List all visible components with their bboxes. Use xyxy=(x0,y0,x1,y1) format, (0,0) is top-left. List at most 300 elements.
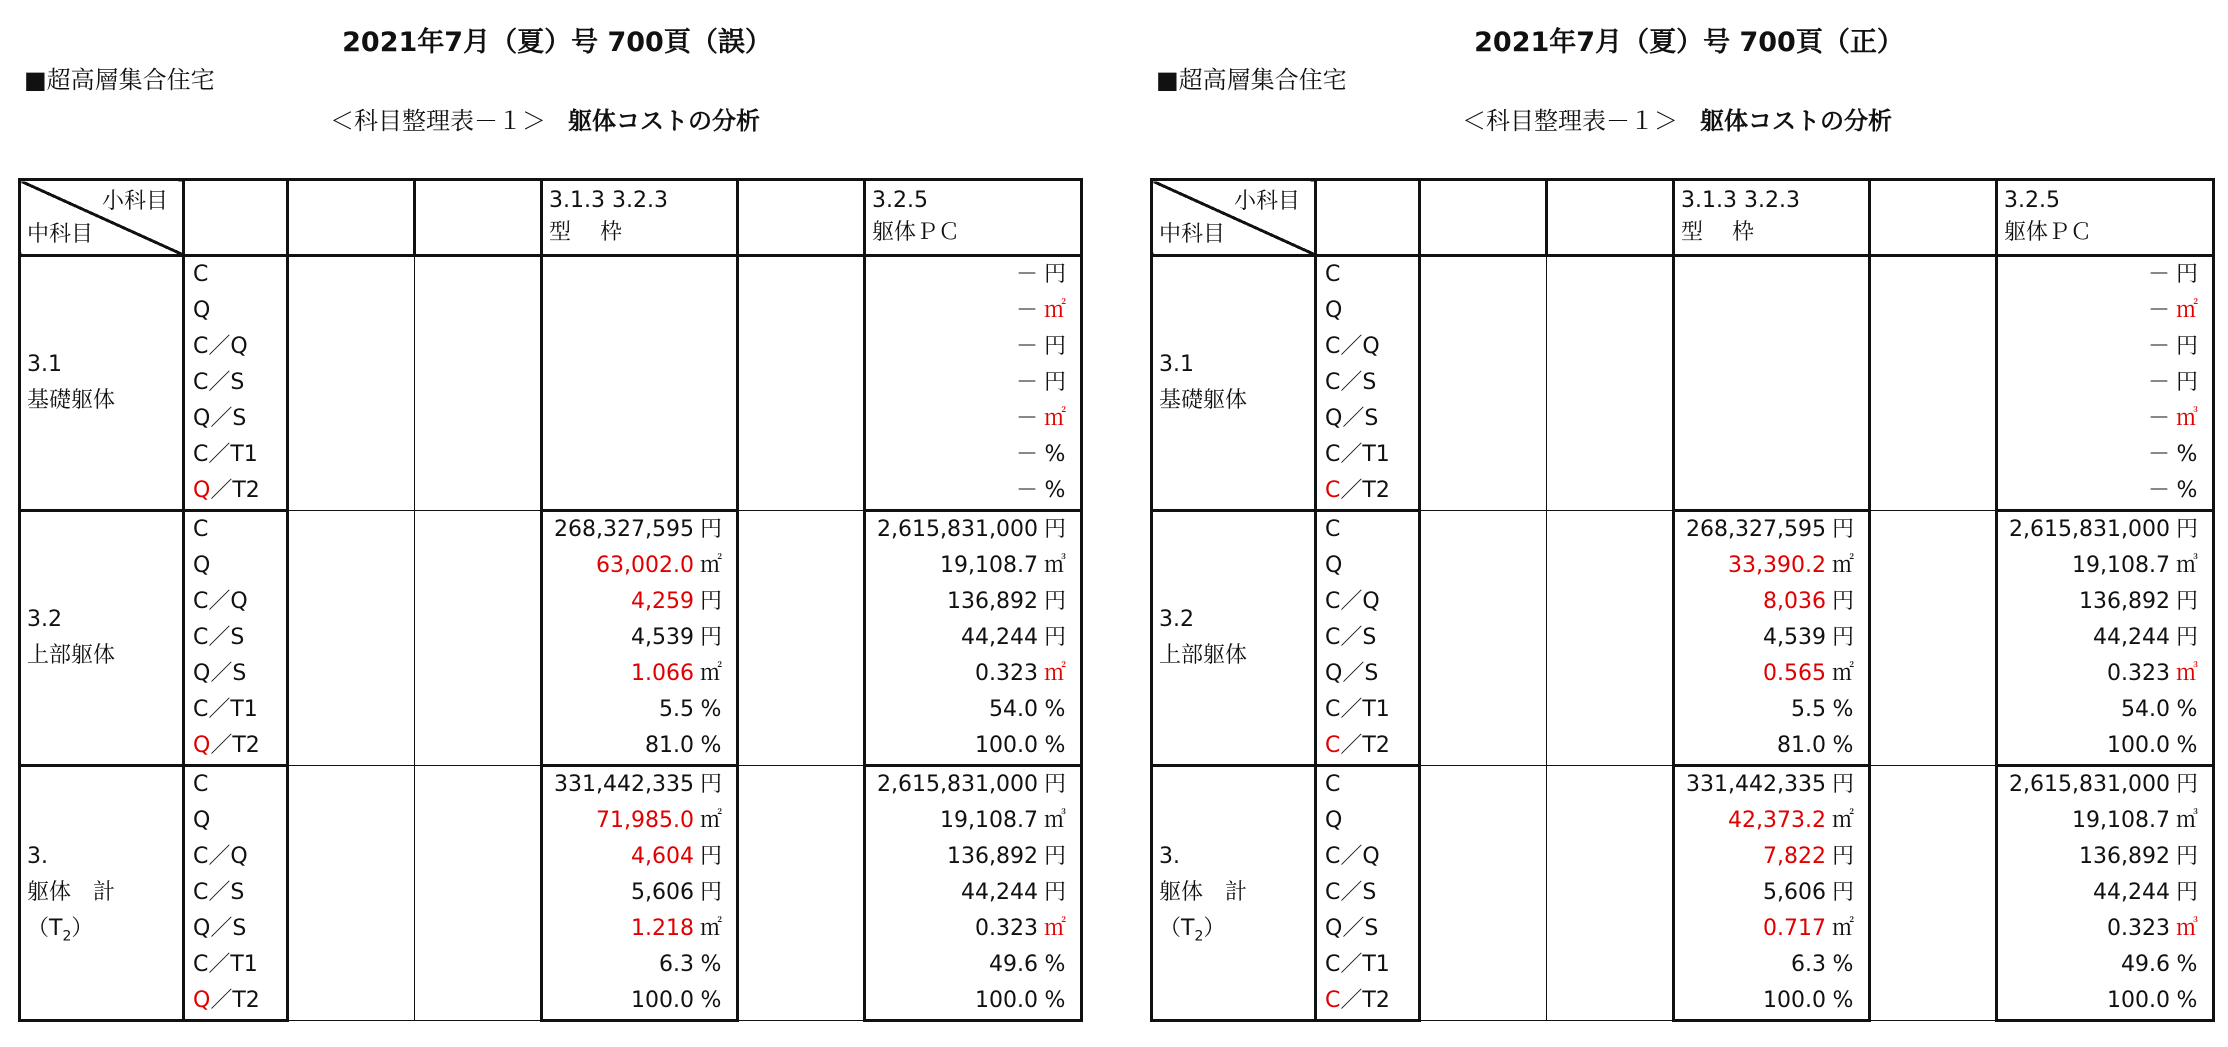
value-unit: 円 xyxy=(2175,625,2198,650)
group-label-line xyxy=(1159,638,1314,674)
table-body xyxy=(1152,180,2214,1021)
group-label-line xyxy=(27,383,182,419)
header-formwork-code: 3.1.3 3.2.3 xyxy=(549,188,668,213)
header-empty-cell xyxy=(1316,180,1420,256)
cost-analysis-table xyxy=(18,178,1083,1022)
value-unit: 円 xyxy=(699,625,722,650)
metric-label-text: C／Q xyxy=(193,844,248,869)
value-number: 331,442,335 xyxy=(554,772,694,797)
metric-label xyxy=(1325,365,1418,401)
value-number: － xyxy=(1015,406,1038,431)
value-unit: 円 xyxy=(699,844,722,869)
empty-cell xyxy=(1870,766,1997,1021)
value-line xyxy=(543,692,728,728)
value-unit: 円 xyxy=(1043,844,1066,869)
value-line xyxy=(1675,728,1860,764)
value-line xyxy=(543,584,728,620)
value-line xyxy=(1675,620,1860,656)
value-unit: 円 xyxy=(2175,844,2198,869)
group-label-text: （T xyxy=(1159,916,1195,941)
value-unit: % xyxy=(1832,697,1854,722)
value-number: 100.0 xyxy=(975,988,1038,1013)
empty-cell xyxy=(415,256,542,511)
metric-label xyxy=(1325,620,1418,656)
metric-label-text: C／S xyxy=(1325,370,1377,395)
value-line xyxy=(543,839,728,875)
value-number: 0.717 xyxy=(1763,916,1826,941)
formwork-values-cell xyxy=(542,511,738,766)
header-precast-cell xyxy=(865,180,1082,256)
value-line xyxy=(1998,620,2204,656)
value-unit: ㎡ xyxy=(1831,661,1854,686)
empty-cell xyxy=(1547,511,1674,766)
value-number: 331,442,335 xyxy=(1686,772,1826,797)
value-unit: 円 xyxy=(1043,880,1066,905)
table-body xyxy=(20,180,1082,1021)
value-line xyxy=(1998,728,2204,764)
value-line xyxy=(866,548,1072,584)
metric-label-text: C／S xyxy=(193,880,245,905)
value-line xyxy=(866,584,1072,620)
value-number: 71,985.0 xyxy=(596,808,694,833)
precast-values-cell xyxy=(1997,766,2214,1021)
value-line xyxy=(1675,548,1860,584)
metric-label-text: C／Q xyxy=(193,334,248,359)
value-number: 136,892 xyxy=(947,844,1038,869)
value-unit: 円 xyxy=(2175,262,2198,287)
group-label-text: 基礎躯体 xyxy=(1159,388,1248,413)
value-line xyxy=(866,257,1072,293)
value-unit: % xyxy=(1832,952,1854,977)
metric-label-text: C／T1 xyxy=(1325,952,1390,977)
metric-label-text: Q／S xyxy=(1325,916,1379,941)
group-row xyxy=(1152,766,2214,1021)
group-label-line xyxy=(27,875,182,911)
metric-label xyxy=(193,620,286,656)
value-line xyxy=(866,911,1072,947)
value-line xyxy=(1675,875,1860,911)
metric-label-text: ／T2 xyxy=(210,733,260,758)
value-number: 268,327,595 xyxy=(554,517,694,542)
value-line xyxy=(1998,365,2204,401)
value-number: 2,615,831,000 xyxy=(877,517,1038,542)
value-line xyxy=(1675,983,1860,1019)
value-number: － xyxy=(1015,262,1038,287)
value-unit: 円 xyxy=(699,517,722,542)
value-number: 4,539 xyxy=(631,625,694,650)
value-number: 100.0 xyxy=(1763,988,1826,1013)
metric-label-text: C xyxy=(1325,262,1341,287)
metric-labels-cell xyxy=(1316,766,1420,1021)
value-line xyxy=(1998,803,2204,839)
header-precast-cell xyxy=(1997,180,2214,256)
empty-cell xyxy=(738,256,865,511)
value-unit: 円 xyxy=(2175,334,2198,359)
value-line xyxy=(866,512,1072,548)
group-row xyxy=(1152,256,2214,511)
metric-label xyxy=(1325,257,1418,293)
metric-label-text: C／Q xyxy=(193,589,248,614)
value-unit: ㎡ xyxy=(2175,298,2198,323)
group-label-line xyxy=(1159,875,1314,911)
value-unit: 円 xyxy=(1043,772,1066,797)
value-line xyxy=(866,767,1072,803)
metric-label xyxy=(1325,728,1418,764)
metric-label-text: C／Q xyxy=(1325,589,1380,614)
metric-label-text: Q xyxy=(193,808,211,833)
value-line xyxy=(1675,839,1860,875)
metric-label xyxy=(1325,839,1418,875)
value-unit: ㎡ xyxy=(1043,916,1066,941)
formwork-values-cell xyxy=(542,766,738,1021)
group-label-line xyxy=(27,602,182,638)
value-line xyxy=(1998,329,2204,365)
group-label-text: 躯体 計 xyxy=(1159,880,1248,905)
metric-label xyxy=(193,767,286,803)
value-number: 2,615,831,000 xyxy=(2009,517,2170,542)
value-number: 5.5 xyxy=(1791,697,1826,722)
value-line xyxy=(1675,584,1860,620)
value-line xyxy=(866,437,1072,473)
value-unit: 円 xyxy=(1831,589,1854,614)
metric-label-text: C xyxy=(193,517,209,542)
metric-label xyxy=(193,257,286,293)
value-unit: ㎡ xyxy=(1043,661,1066,686)
metric-label xyxy=(193,911,286,947)
value-unit: 円 xyxy=(1043,370,1066,395)
value-unit: 円 xyxy=(1831,880,1854,905)
metric-label-text: Q／S xyxy=(1325,661,1379,686)
metric-label-text: C xyxy=(1325,772,1341,797)
metric-labels-cell xyxy=(184,766,288,1021)
metric-label xyxy=(193,803,286,839)
precast-values-cell xyxy=(865,256,1082,511)
empty-cell xyxy=(738,766,865,1021)
group-label-close: ） xyxy=(71,916,94,941)
value-unit: % xyxy=(700,697,722,722)
value-line xyxy=(1998,692,2204,728)
value-number: 49.6 xyxy=(989,952,1038,977)
value-unit: ㎡ xyxy=(1043,406,1066,431)
value-line xyxy=(543,947,728,983)
value-line xyxy=(866,875,1072,911)
value-number: － xyxy=(2147,442,2170,467)
value-number: 19,108.7 xyxy=(940,553,1038,578)
value-number: 19,108.7 xyxy=(2072,808,2170,833)
value-unit: ㎥ xyxy=(2175,553,2198,578)
value-unit: ㎡ xyxy=(699,916,722,941)
metric-label xyxy=(1325,293,1418,329)
value-unit: 円 xyxy=(2175,772,2198,797)
value-line xyxy=(1675,512,1860,548)
value-number: 33,390.2 xyxy=(1728,553,1826,578)
value-number: 6.3 xyxy=(659,952,694,977)
value-line xyxy=(866,803,1072,839)
value-line xyxy=(866,947,1072,983)
metric-label-text: Q xyxy=(1325,298,1343,323)
metric-label xyxy=(193,473,286,509)
metric-label xyxy=(193,329,286,365)
group-label-text: 3.2 xyxy=(27,607,62,632)
value-number: 0.323 xyxy=(975,661,1038,686)
value-unit: % xyxy=(700,733,722,758)
group-label-cell xyxy=(1152,511,1316,766)
value-number: 44,244 xyxy=(2093,880,2170,905)
value-number: － xyxy=(2147,262,2170,287)
group-label-line xyxy=(1159,911,1314,947)
metric-label-highlight: C xyxy=(1325,988,1341,1013)
metric-labels-cell xyxy=(184,256,288,511)
group-label-line xyxy=(27,638,182,674)
value-unit: % xyxy=(1044,988,1066,1013)
header-precast-label: 躯体ＰＣ xyxy=(2004,220,2093,245)
value-line xyxy=(543,512,728,548)
metric-label-text: ／T2 xyxy=(210,478,260,503)
value-unit: 円 xyxy=(1043,517,1066,542)
metric-label xyxy=(193,437,286,473)
metric-label-text: Q xyxy=(193,298,211,323)
value-number: － xyxy=(2147,334,2170,359)
group-label-cell xyxy=(1152,256,1316,511)
value-line xyxy=(866,656,1072,692)
value-unit: % xyxy=(700,952,722,977)
value-number: 7,822 xyxy=(1763,844,1826,869)
group-row xyxy=(20,511,1082,766)
value-line xyxy=(1675,692,1860,728)
metric-label-text: C／S xyxy=(193,370,245,395)
empty-cell xyxy=(288,766,415,1021)
empty-cell xyxy=(1870,256,1997,511)
value-line xyxy=(1998,512,2204,548)
value-line xyxy=(866,365,1072,401)
header-row xyxy=(20,180,1082,256)
value-unit: ㎥ xyxy=(1043,553,1066,578)
value-number: － xyxy=(2147,370,2170,395)
value-line xyxy=(866,473,1072,509)
empty-cell xyxy=(288,511,415,766)
value-line xyxy=(1998,983,2204,1019)
group-label-line xyxy=(27,347,182,383)
metric-label-text: Q xyxy=(193,553,211,578)
header-empty-cell xyxy=(1420,180,1547,256)
group-row xyxy=(20,256,1082,511)
value-line xyxy=(1675,803,1860,839)
metric-label-text: ／T2 xyxy=(1340,988,1390,1013)
group-label-text: 3.2 xyxy=(1159,607,1194,632)
value-unit: % xyxy=(1044,697,1066,722)
value-number: 19,108.7 xyxy=(2072,553,2170,578)
value-unit: % xyxy=(2176,697,2198,722)
value-unit: % xyxy=(2176,478,2198,503)
group-label-text: 躯体 計 xyxy=(27,880,116,905)
empty-cell xyxy=(1870,511,1997,766)
precast-values-cell xyxy=(1997,511,2214,766)
value-number: － xyxy=(2147,478,2170,503)
metric-label-highlight: Q xyxy=(193,478,211,503)
metric-label-text: C／T1 xyxy=(1325,697,1390,722)
value-unit: 円 xyxy=(699,880,722,905)
precast-values-cell xyxy=(865,766,1082,1021)
metric-label-text: Q／S xyxy=(193,661,247,686)
value-line xyxy=(1998,473,2204,509)
formwork-values-cell xyxy=(542,256,738,511)
metric-label xyxy=(193,656,286,692)
metric-label xyxy=(193,548,286,584)
header-mid-item-label: 中科目 xyxy=(27,222,94,247)
value-line xyxy=(866,620,1072,656)
panel-correct xyxy=(1132,0,2228,1047)
value-unit: 円 xyxy=(1831,844,1854,869)
value-number: 1.066 xyxy=(631,661,694,686)
empty-cell xyxy=(288,256,415,511)
value-line xyxy=(543,620,728,656)
metric-label-text: C／Q xyxy=(1325,334,1380,359)
value-unit: % xyxy=(2176,952,2198,977)
value-unit: 円 xyxy=(2175,517,2198,542)
metric-labels-cell xyxy=(184,511,288,766)
value-number: 0.323 xyxy=(2107,916,2170,941)
value-number: － xyxy=(1015,298,1038,323)
value-line xyxy=(1998,947,2204,983)
header-formwork-label: 型 枠 xyxy=(549,220,622,245)
metric-label-text: ／T2 xyxy=(210,988,260,1013)
metric-label-text: Q／S xyxy=(1325,406,1379,431)
value-unit: 円 xyxy=(1043,334,1066,359)
panel-title: 2021年7月（夏）号 700頁（正） xyxy=(1474,27,1904,58)
metric-label-text: C／T1 xyxy=(193,697,258,722)
metric-label xyxy=(1325,401,1418,437)
value-unit: 円 xyxy=(1043,625,1066,650)
metric-label xyxy=(193,365,286,401)
value-number: 268,327,595 xyxy=(1686,517,1826,542)
value-unit: ㎡ xyxy=(699,553,722,578)
value-number: 19,108.7 xyxy=(940,808,1038,833)
empty-cell xyxy=(415,511,542,766)
value-unit: % xyxy=(1832,733,1854,758)
value-line xyxy=(543,728,728,764)
value-unit: ㎥ xyxy=(1043,808,1066,833)
subtitle-table-number: ＜科目整理表－１＞ xyxy=(1462,107,1678,135)
metric-label xyxy=(193,839,286,875)
metric-label xyxy=(193,947,286,983)
value-number: 54.0 xyxy=(2121,697,2170,722)
metric-label xyxy=(193,584,286,620)
header-sub-item-label: 小科目 xyxy=(101,189,168,214)
value-line xyxy=(1998,839,2204,875)
metric-label xyxy=(1325,875,1418,911)
value-unit: % xyxy=(1044,442,1066,467)
empty-cell xyxy=(1547,766,1674,1021)
value-unit: 円 xyxy=(1831,517,1854,542)
value-unit: 円 xyxy=(699,589,722,614)
metric-label-text: C xyxy=(1325,517,1341,542)
metric-label xyxy=(1325,911,1418,947)
group-label-text: 基礎躯体 xyxy=(27,388,116,413)
value-number: 100.0 xyxy=(2107,988,2170,1013)
group-label-text: （T xyxy=(27,916,63,941)
group-label-text: 3. xyxy=(1159,844,1180,869)
value-unit: ㎡ xyxy=(1831,808,1854,833)
group-label-text: 3. xyxy=(27,844,48,869)
group-label-subscript: 2 xyxy=(62,928,72,945)
value-number: 44,244 xyxy=(961,625,1038,650)
value-line xyxy=(1998,548,2204,584)
metric-label-text: Q／S xyxy=(193,406,247,431)
subtitle-analysis: 躯体コストの分析 xyxy=(1700,107,1892,135)
group-label-line xyxy=(1159,839,1314,875)
header-row xyxy=(1152,180,2214,256)
value-unit: ㎡ xyxy=(1831,553,1854,578)
empty-cell xyxy=(738,511,865,766)
value-line xyxy=(543,548,728,584)
group-label-line xyxy=(1159,602,1314,638)
value-number: 0.565 xyxy=(1763,661,1826,686)
header-precast-label: 躯体ＰＣ xyxy=(872,220,961,245)
header-empty-cell xyxy=(1870,180,1997,256)
header-formwork-label: 型 枠 xyxy=(1681,220,1754,245)
group-label-cell xyxy=(20,511,184,766)
value-unit: % xyxy=(700,988,722,1013)
metric-label-text: ／T2 xyxy=(1340,478,1390,503)
metric-label xyxy=(193,401,286,437)
formwork-values-cell xyxy=(1674,766,1870,1021)
metric-label xyxy=(1325,584,1418,620)
value-unit: 円 xyxy=(1043,262,1066,287)
value-number: 0.323 xyxy=(975,916,1038,941)
value-unit: % xyxy=(2176,988,2198,1013)
subtitle-analysis: 躯体コストの分析 xyxy=(568,107,760,135)
value-line xyxy=(1998,767,2204,803)
metric-label-text: Q xyxy=(1325,808,1343,833)
value-unit: 円 xyxy=(1043,589,1066,614)
value-number: 5,606 xyxy=(631,880,694,905)
metric-label-text: C xyxy=(193,772,209,797)
header-mid-item-label: 中科目 xyxy=(1159,222,1226,247)
value-unit: ㎥ xyxy=(2175,808,2198,833)
cost-analysis-table xyxy=(1150,178,2215,1022)
value-number: 2,615,831,000 xyxy=(877,772,1038,797)
header-precast-code: 3.2.5 xyxy=(2004,188,2060,213)
metric-label-text: C／S xyxy=(193,625,245,650)
value-line xyxy=(1998,437,2204,473)
value-unit: 円 xyxy=(1831,772,1854,797)
empty-cell xyxy=(1420,256,1547,511)
value-number: 1.218 xyxy=(631,916,694,941)
value-line xyxy=(866,839,1072,875)
metric-label xyxy=(1325,983,1418,1019)
empty-cell xyxy=(1547,256,1674,511)
value-number: 0.323 xyxy=(2107,661,2170,686)
value-unit: 円 xyxy=(2175,370,2198,395)
metric-label-highlight: C xyxy=(1325,733,1341,758)
value-line xyxy=(1675,767,1860,803)
value-line xyxy=(1998,584,2204,620)
precast-values-cell xyxy=(865,511,1082,766)
metric-label xyxy=(1325,767,1418,803)
value-unit: ㎡ xyxy=(1831,916,1854,941)
value-line xyxy=(1675,656,1860,692)
group-label-text: 3.1 xyxy=(27,352,62,377)
metric-label xyxy=(1325,512,1418,548)
value-unit: % xyxy=(2176,442,2198,467)
metric-label xyxy=(193,983,286,1019)
value-unit: 円 xyxy=(2175,880,2198,905)
metric-label-highlight: Q xyxy=(193,988,211,1013)
value-number: － xyxy=(1015,478,1038,503)
metric-label-highlight: Q xyxy=(193,733,211,758)
value-number: 42,373.2 xyxy=(1728,808,1826,833)
value-unit: ㎡ xyxy=(699,661,722,686)
